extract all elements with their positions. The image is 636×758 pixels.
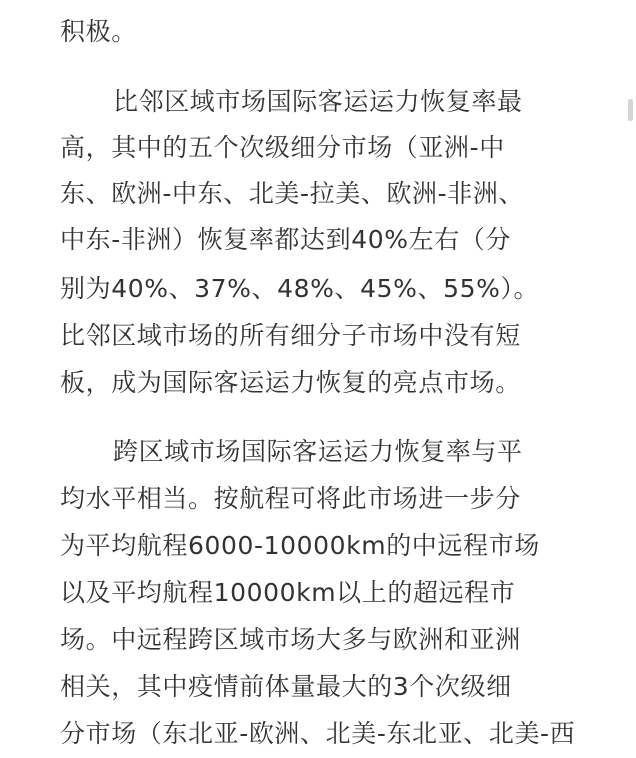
paragraph-1-line: 比邻区域市场国际客运运力恢复率最	[113, 87, 523, 116]
text-line: 积极。	[60, 17, 137, 46]
paragraph-2-line: 跨区域市场国际客运运力恢复率与平	[113, 437, 523, 466]
paragraph-1-line: 比邻区域市场的所有细分子市场中没有短	[60, 321, 521, 350]
paragraph-2-line: 均水平相当。按航程可将此市场进一步分	[60, 484, 521, 513]
paragraph-2-line: 为平均航程6000-10000km的中远程市场	[60, 531, 540, 560]
paragraph-1-line: 高，其中的五个次级细分市场（亚洲-中	[60, 133, 505, 162]
scrollbar-thumb[interactable]	[628, 99, 633, 121]
paragraph-2-line: 以及平均航程10000km以上的超远程市	[60, 578, 516, 607]
paragraph-1-line: 别为40%、37%、48%、45%、55%）。	[60, 274, 540, 303]
paragraph-1-line: 东、欧洲-中东、北美-拉美、欧洲-非洲、	[60, 179, 525, 208]
paragraph-1-line: 板，成为国际客运运力恢复的亮点市场。	[60, 368, 521, 397]
paragraph-1-line: 中东-非洲）恢复率都达到40%左右（分	[60, 225, 511, 254]
paragraph-2-line: 分市场（东北亚-欧洲、北美-东北亚、北美-西	[60, 719, 576, 748]
paragraph-2-line: 场。中远程跨区域市场大多与欧洲和亚洲	[60, 625, 521, 654]
paragraph-2-line: 相关，其中疫情前体量最大的3个次级细	[60, 672, 512, 701]
